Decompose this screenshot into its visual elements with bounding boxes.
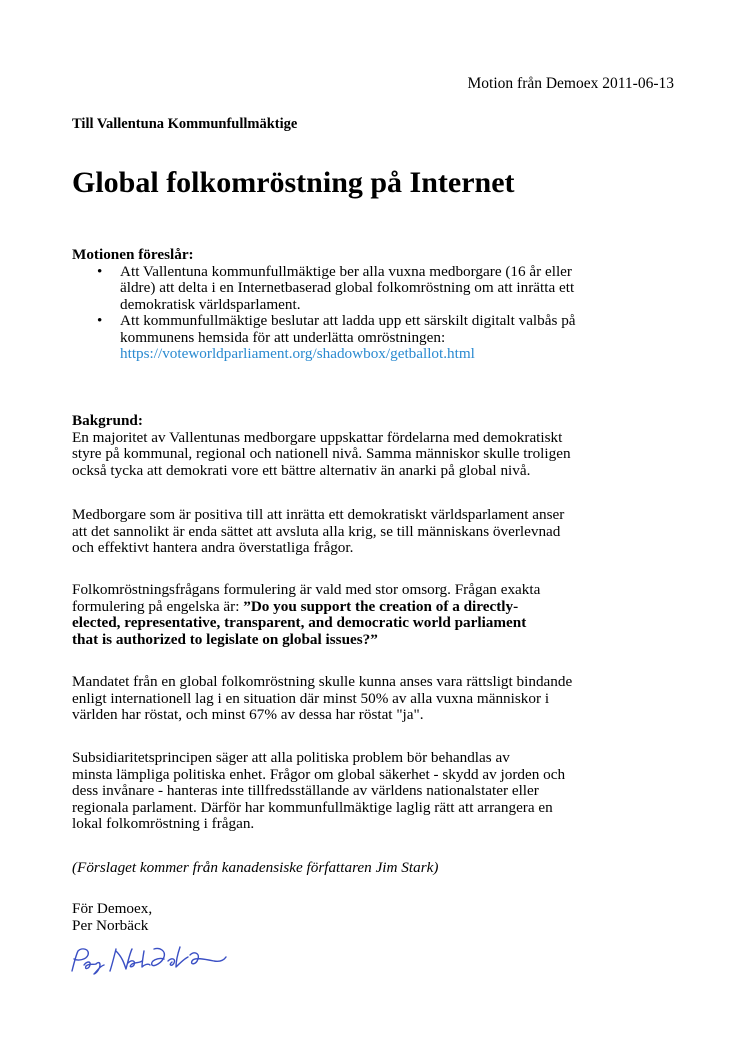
paragraph-line: En majoritet av Vallentunas medborgare uppskattar fördelarna med demokratiskt [72, 428, 563, 446]
paragraph-3 [72, 582, 672, 648]
paragraph-line: regionala parlament. Därför har kommunfullmäktige laglig rätt att arrangera en [72, 798, 553, 816]
list-item [72, 264, 672, 314]
referendum-question-line: that is authorized to legislate on global issues?” [72, 630, 378, 648]
bullet: • [97, 262, 103, 280]
referendum-question-line: elected, representative, transparent, and democratic world parliament [72, 614, 527, 631]
background-section [72, 413, 672, 479]
paragraph-line: att det sannolikt är enda sättet att avsluta alla krig, se till människans överlevnad [72, 522, 561, 540]
list-item [72, 313, 672, 363]
signer-name: Per Norbäck [72, 916, 149, 934]
paragraph-line: lokal folkomröstning i frågan. [72, 815, 255, 832]
attribution: (Förslaget kommer från kanadensiske författaren Jim Stark) [72, 859, 439, 876]
motion-section [72, 247, 672, 363]
paragraph-4 [72, 674, 672, 724]
background-heading: Bakgrund: [72, 412, 143, 429]
motion-item-1-line: demokratisk världsparlament. [120, 295, 301, 313]
paragraph-line: Folkomröstningsfrågans formulering är vald med stor omsorg. Frågan exakta [72, 581, 541, 598]
paragraph-line: också tycka att demokrati vore ett bättre alternativ än anarki på global nivå. [72, 461, 531, 479]
paragraph-line: Mandatet från en global folkomröstning skulle kunna anses vara rättsligt bindande [72, 673, 573, 690]
motion-item-1-line: Att Vallentuna kommunfullmäktige ber alla vuxna medborgare (16 år eller [120, 262, 572, 280]
paragraph-line: enligt internationell lag i en situation där minst 50% av alla vuxna människor i [72, 689, 550, 707]
closing [72, 901, 672, 934]
motion-heading: Motionen föreslår: [72, 246, 194, 263]
referendum-question: ”Do you support the creation of a directly- [243, 597, 519, 615]
bullet: • [97, 312, 103, 329]
paragraph-line: minsta lämpliga politiska enhet. Frågor om global säkerhet - skydd av jorden och [72, 765, 566, 783]
motion-item-2-line: kommunens hemsida för att underlätta omröstningen: [120, 328, 446, 346]
paragraph-line: och effektivt hantera andra överstatliga frågor. [72, 539, 354, 556]
paragraph-line: styre på kommunal, regional och nationell nivå. Samma människor skulle troligen [72, 445, 571, 462]
signature [64, 943, 234, 982]
paragraph-line [72, 599, 672, 616]
dateline: Motion från Demoex 2011-06-13 [467, 75, 674, 92]
paragraph-line: dess invånare - hanteras inte tillfredsställande av världens nationalstater eller [72, 782, 539, 799]
motion-item-1-line: äldre) att delta i en Internetbaserad global folkomröstning om att inrätta ett [120, 279, 575, 296]
recipient-line: Till Vallentuna Kommunfullmäktige [72, 116, 298, 132]
paragraph-2 [72, 507, 672, 557]
paragraph-line: Subsidiaritetsprincipen säger att alla politiska problem bör behandlas av [72, 749, 510, 766]
question-intro: formulering på engelska är: [72, 597, 244, 615]
motion-list [72, 264, 672, 363]
paragraph-5 [72, 750, 672, 833]
motion-item-2-line: Att kommunfullmäktige beslutar att ladda upp ett särskilt digitalt valbås på [120, 312, 576, 329]
paragraph-line: Medborgare som är positiva till att inrätta ett demokratiskt världsparlament anser [72, 506, 565, 523]
closing-line: För Demoex, [72, 900, 153, 917]
ballot-link[interactable]: https://voteworldparliament.org/shadowbox/getballot.html [120, 345, 475, 362]
paragraph-line: världen har röstat, och minst 67% av dessa har röstat "ja". [72, 706, 424, 723]
document-title: Global folkomröstning på Internet [72, 166, 515, 199]
signature-scribble [64, 943, 234, 977]
